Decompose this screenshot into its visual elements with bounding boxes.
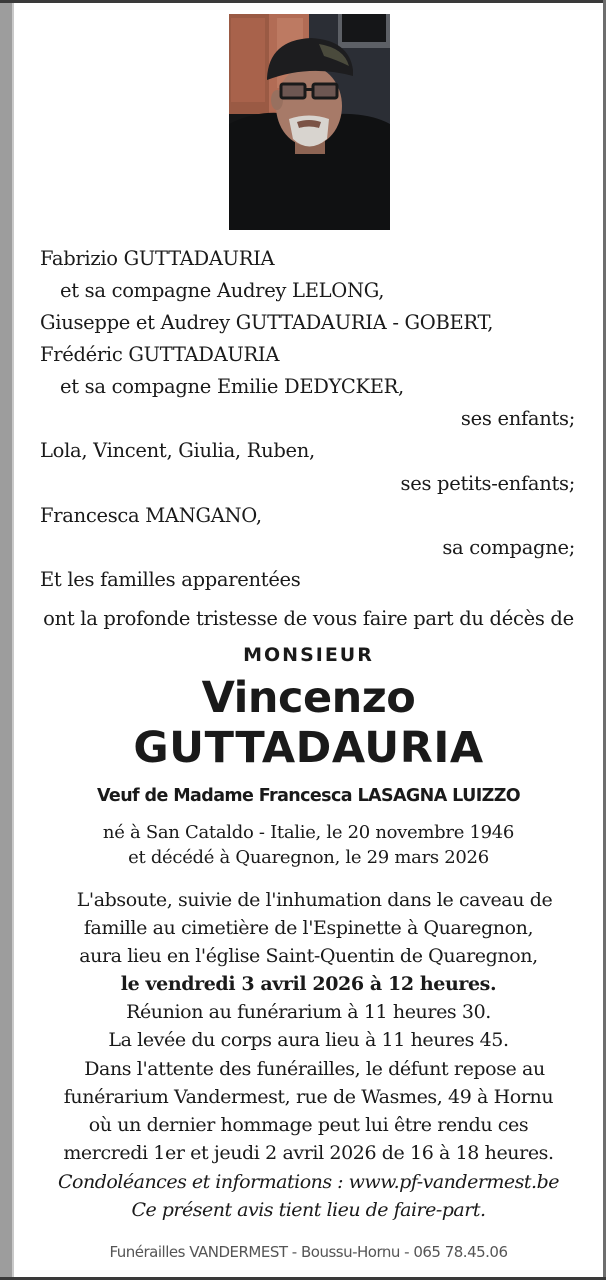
ceremony-line-visiting-hours: mercredi 1er et jeudi 2 avril 2026 de 16 à 18 heures.	[63, 1142, 554, 1164]
deceased-title: MONSIEUR	[243, 644, 374, 666]
family-line-giuseppe: Giuseppe et Audrey GUTTADAURIA - GOBERT,	[40, 311, 494, 334]
ceremony-line-2: famille au cimetière de l'Espinette à Quaregnon,	[83, 917, 534, 939]
ceremony-line-repose: Dans l'attente des funérailles, le défunt repose au	[84, 1058, 545, 1080]
relation-label-children: ses enfants;	[460, 407, 575, 430]
left-frame-strip	[0, 0, 12, 1280]
condolences-link[interactable]: Condoléances et informations : www.pf-vandermest.be	[57, 1171, 560, 1193]
family-line-fabrizio: Fabrizio GUTTADAURIA	[40, 247, 275, 270]
ceremony-date-time: le vendredi 3 avril 2026 à 12 heures.	[120, 973, 497, 995]
family-line-relatives: Et les familles apparentées	[40, 568, 301, 591]
relation-label-partner: sa compagne;	[442, 536, 575, 559]
family-line-partner: Francesca MANGANO,	[40, 504, 262, 527]
ceremony-line-3: aura lieu en l'église Saint-Quentin de Quaregnon,	[79, 945, 538, 967]
family-line-grandchildren: Lola, Vincent, Giulia, Ruben,	[40, 439, 315, 462]
ceremony-line-hommage: où un dernier hommage peut lui être rendu ces	[88, 1114, 529, 1136]
relation-label-grandchildren: ses petits-enfants;	[400, 472, 575, 495]
widower-of-text: Veuf de Madame Francesca LASAGNA LUIZZO	[96, 786, 521, 806]
deceased-first-name: Vincenzo	[201, 673, 416, 723]
family-line-frederic: Frédéric GUTTADAURIA	[40, 343, 280, 366]
ceremony-line-1: L'absoute, suivie de l'inhumation dans le caveau de	[76, 889, 553, 911]
death-text: et décédé à Quaregnon, le 29 mars 2026	[128, 847, 489, 868]
family-line-frederic-partner: et sa compagne Emilie DEDYCKER,	[60, 375, 404, 398]
birth-text: né à San Cataldo - Italie, le 20 novembre 1946	[102, 822, 515, 843]
ceremony-line-meeting: Réunion au funérarium à 11 heures 30.	[126, 1001, 491, 1023]
ceremony-line-address: funérarium Vandermest, rue de Wasmes, 49 à Hornu	[63, 1086, 554, 1108]
notice-text: Ce présent avis tient lieu de faire-part.	[131, 1199, 486, 1221]
ceremony-line-levee: La levée du corps aura lieu à 11 heures 45.	[108, 1029, 509, 1051]
deceased-last-name: GUTTADAURIA	[133, 723, 484, 773]
family-line-fabrizio-partner: et sa compagne Audrey LELONG,	[60, 279, 385, 302]
portrait-image-icon	[229, 14, 390, 230]
funeral-home-footer: Funérailles VANDERMEST - Boussu-Hornu - 065 78.45.06	[109, 1243, 508, 1261]
top-border	[0, 0, 606, 3]
deceased-portrait-photo	[229, 14, 390, 230]
announcement-text: ont la profonde tristesse de vous faire part du décès de	[43, 607, 574, 630]
